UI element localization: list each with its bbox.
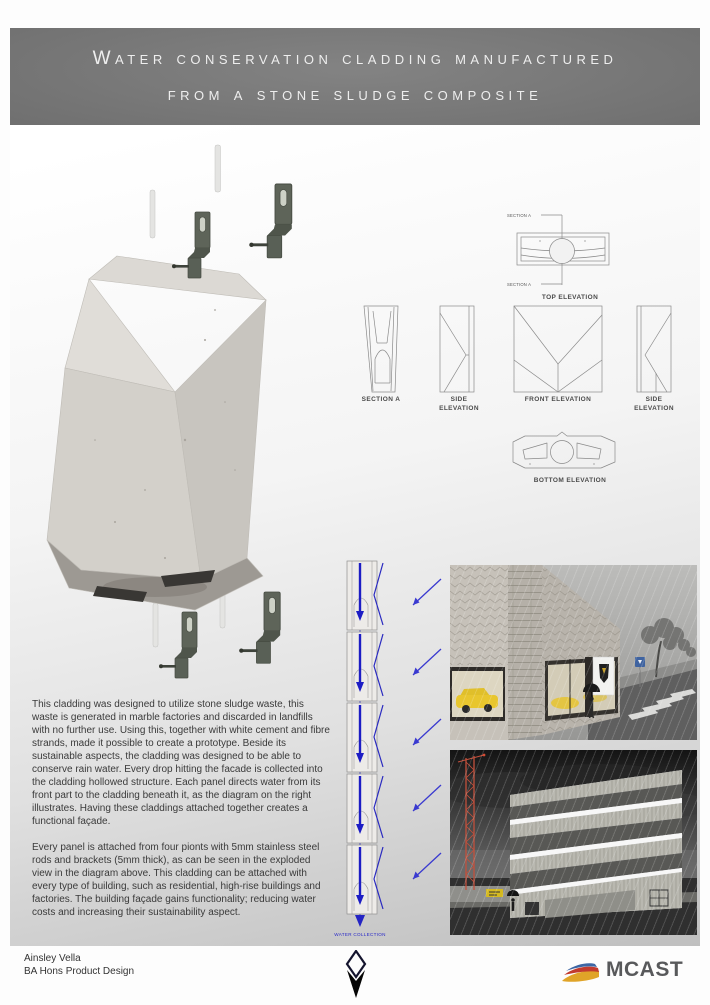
section-a-figure bbox=[356, 303, 406, 395]
bottom-elevation-drawing bbox=[505, 428, 635, 485]
side-elevation-figure-1 bbox=[432, 303, 486, 395]
rain-arrows bbox=[413, 579, 441, 879]
section-a-label-bottom: SECTION A bbox=[507, 282, 532, 287]
section-a-caption: SECTION A bbox=[361, 396, 401, 403]
side-elevation-caption-1: SIDE ELEVATION bbox=[439, 396, 479, 412]
bottom-elevation-figure bbox=[505, 428, 635, 476]
side-elevation-figure-2 bbox=[630, 303, 678, 395]
bottom-elevation-caption: BOTTOM ELEVATION bbox=[533, 477, 607, 484]
side-elevation-caption-2: SIDE ELEVATION bbox=[634, 396, 674, 412]
section-a-drawing bbox=[356, 303, 406, 404]
top-elevation-caption: TOP ELEVATION bbox=[541, 294, 599, 301]
exploded-view-render bbox=[25, 140, 355, 700]
side-elevation-drawing-2 bbox=[630, 303, 678, 413]
poster-title-band bbox=[10, 28, 700, 125]
top-elevation-drawing bbox=[505, 205, 635, 302]
description-paragraph-1: This cladding was designed to utilize stone sludge waste, this waste is generated in marble factories and discarded in landfills with no further use. Using this, together with white cement and fibre strands, made it possible to create a prototype. Beside its sustainable aspects, the cladding was designed to be able to conserve rain water. Every drop hitting the facade is collected into the cladding hollowed structure. Each panel directs water from its front part to the cladding beneath it, as the diagram on the right illustrates. Having these claddings attached together creates a functional façade. bbox=[32, 699, 330, 827]
author-course: BA Hons Product Design bbox=[24, 966, 135, 977]
front-elevation-figure bbox=[510, 303, 606, 395]
top-elevation-figure bbox=[505, 205, 635, 293]
poster-title-line1: Water conservation cladding manufactured bbox=[92, 48, 618, 69]
showroom-render-image bbox=[450, 565, 697, 740]
water-collection-diagram bbox=[333, 553, 450, 943]
section-a-label-top: SECTION A bbox=[507, 213, 532, 218]
front-elevation-drawing bbox=[510, 303, 606, 404]
mcast-swoosh-icon bbox=[560, 960, 602, 984]
concrete-panel bbox=[47, 256, 266, 610]
side-elevation-drawing-1 bbox=[432, 303, 486, 413]
description-text bbox=[32, 698, 332, 932]
designer-diamond-logo-icon bbox=[344, 950, 368, 1000]
author-name: Ainsley Vella bbox=[24, 953, 81, 964]
author-block bbox=[24, 952, 134, 978]
building-render-image bbox=[450, 750, 697, 935]
poster-title-line2: from a stone sludge composite bbox=[167, 84, 543, 105]
collection-arrowhead bbox=[355, 915, 365, 927]
water-collection-caption: WATER COLLECTION bbox=[334, 932, 386, 937]
mcast-logo-text: MCAST bbox=[606, 958, 684, 981]
description-paragraph-2: Every panel is attached from four pionts with 5mm stainless steel rods and brackets (5mm thick), as can be seen in the exploded view in the diagram above. This cladding can be attached with every type of building, such as residential, high-rise buildings and factories. The building façade gains functionality; reducing water costs and increasing their sustainability aspect. bbox=[32, 842, 321, 918]
front-elevation-caption: FRONT ELEVATION bbox=[524, 396, 592, 403]
